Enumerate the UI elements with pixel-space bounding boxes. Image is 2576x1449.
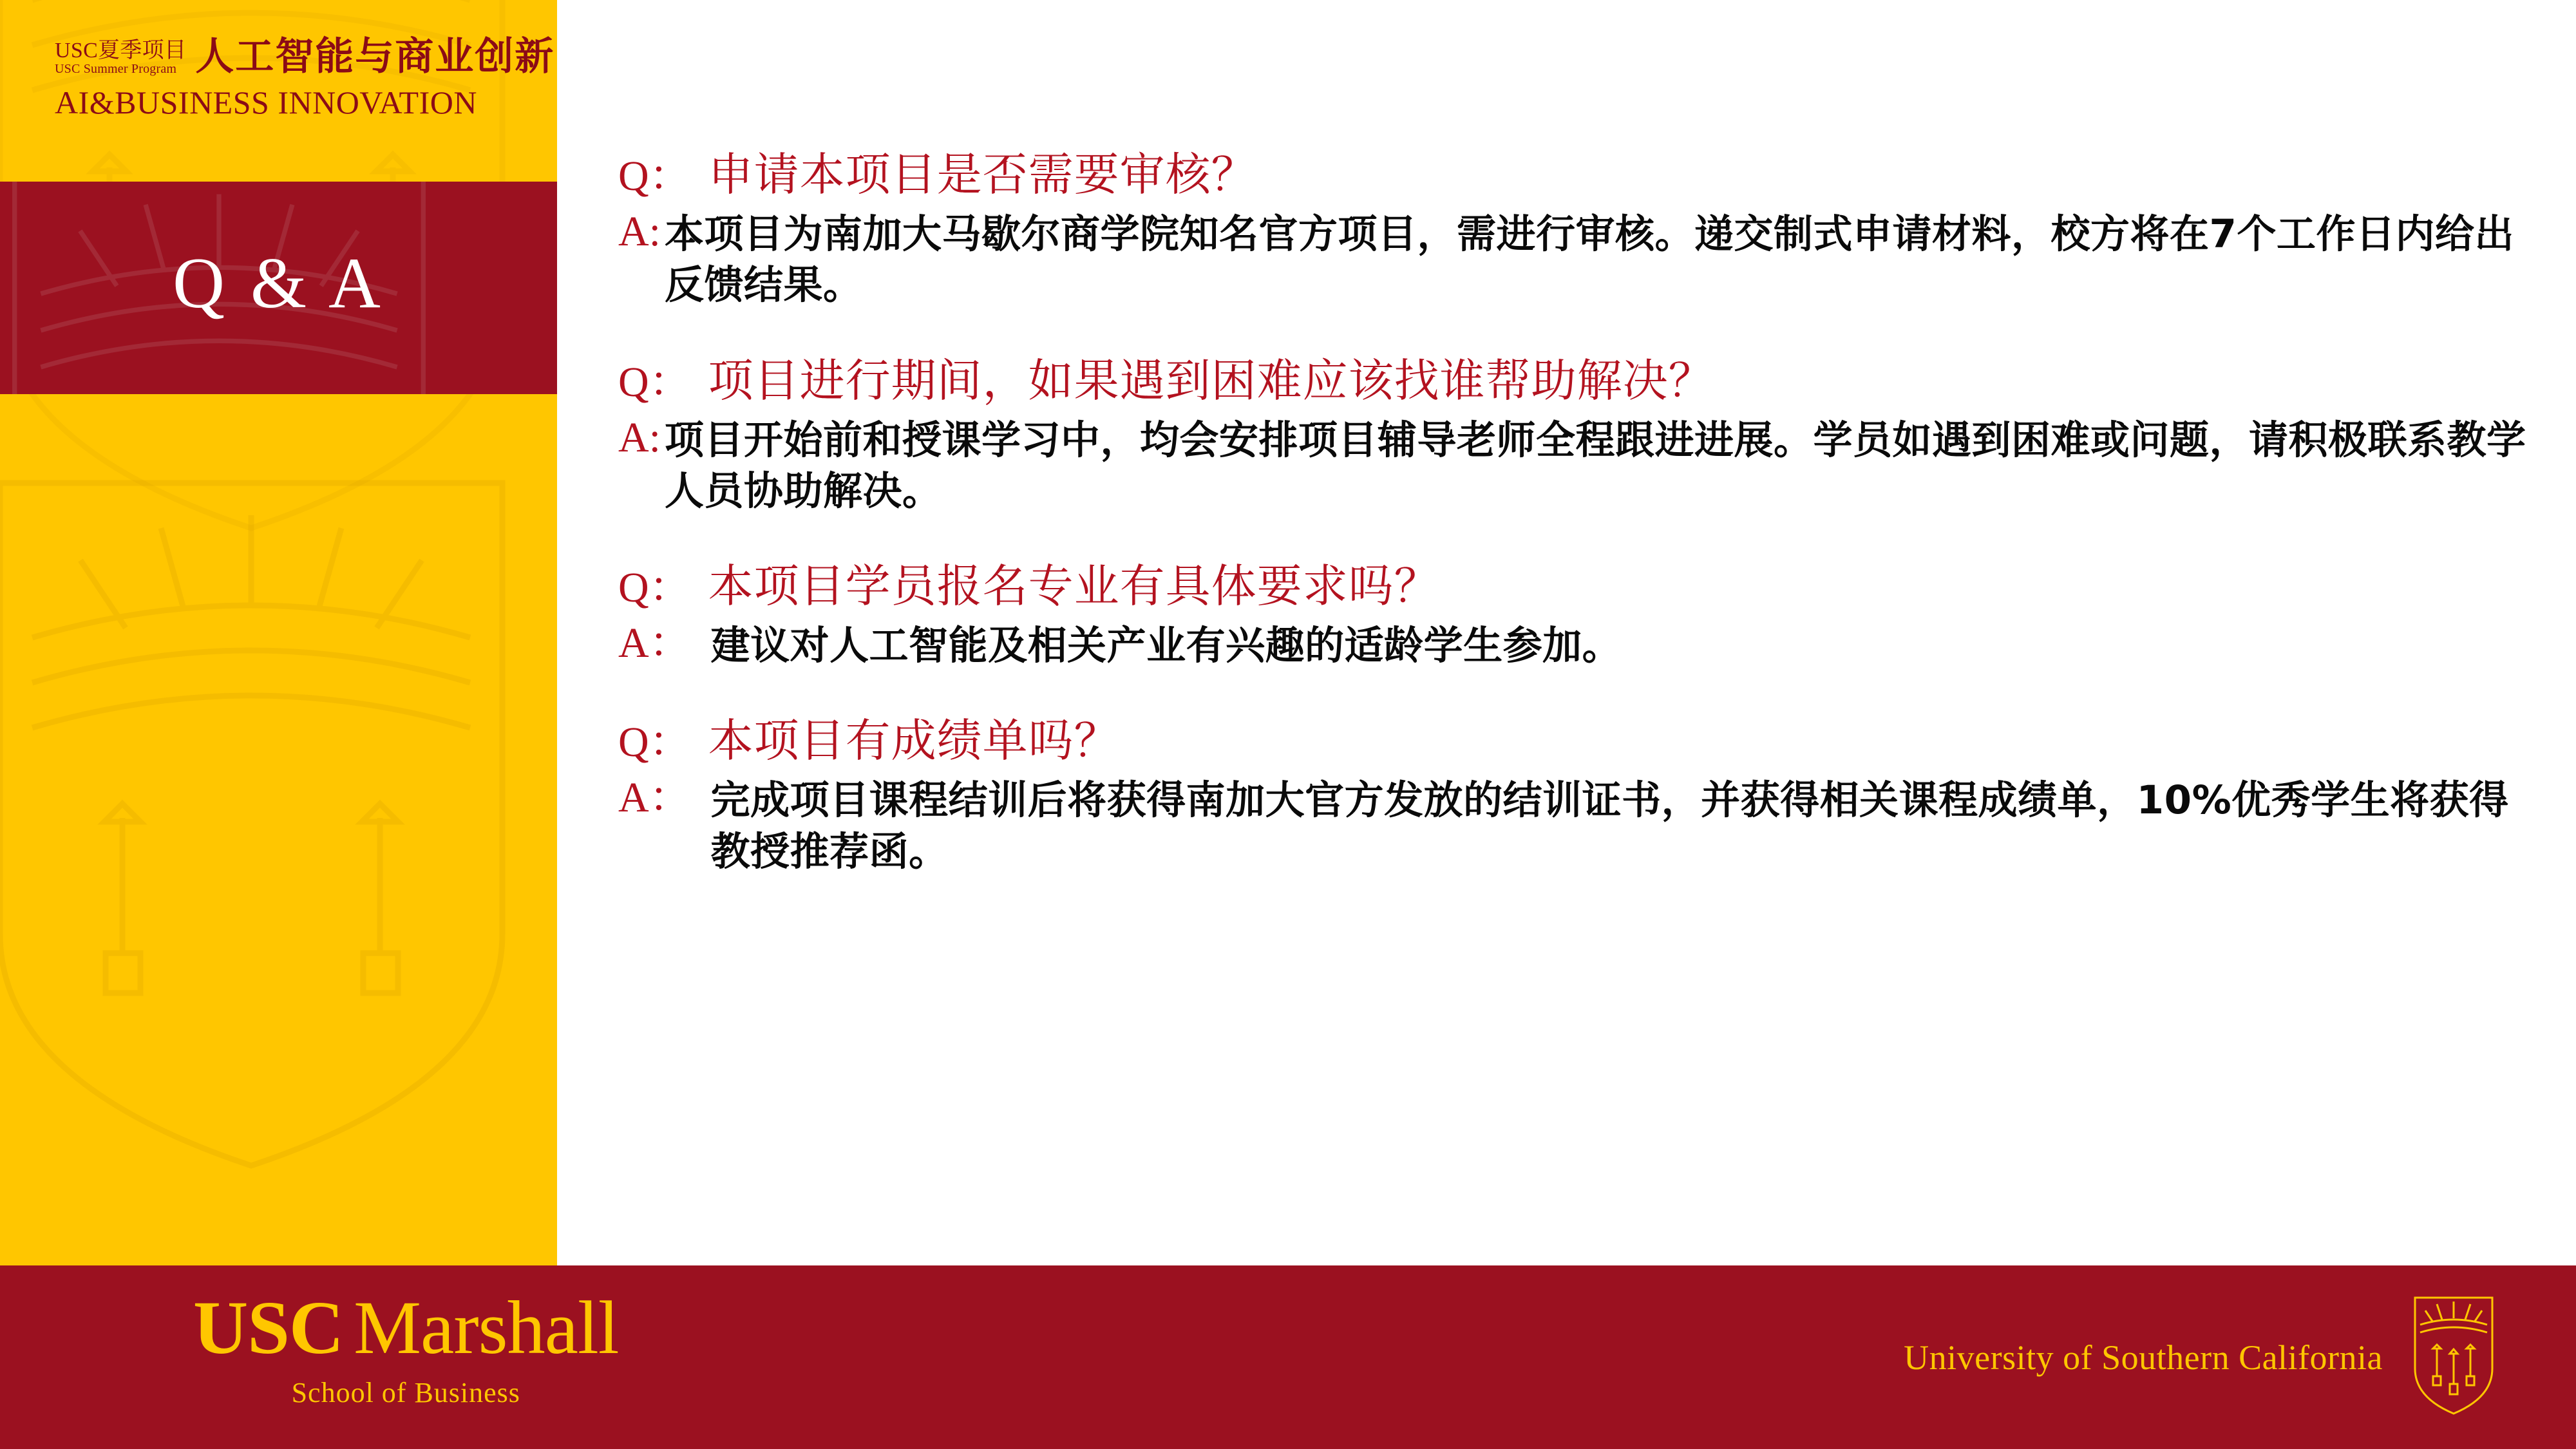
faq-item [618,705,2537,877]
program-logo-cn-title: 人工智能与商业创新 [195,34,555,79]
faq-item [618,550,2537,671]
faq-question [618,138,2537,204]
faq-answer-label: A: [618,208,661,255]
faq-question [618,345,2537,410]
faq-question-label: Q： [618,719,692,766]
school-of-business-label: School of Business [291,1377,520,1408]
faq-answer-text: 本项目为南加大马歇尔商学院知名官方项目，需进行审核。递交制式申请材料，校方将在7个工作日内给出反馈结果。 [665,211,2514,308]
faq-list [618,138,2537,877]
faq-answer-label: A： [618,774,692,822]
university-name: University of Southern California [1904,1338,2383,1377]
program-logo-en-title: AI&BUSINESS INNOVATION [55,84,477,120]
faq-question-text: 项目进行期间，如果遇到困难应该找谁帮助解决？ [708,354,1714,407]
faq-question-text: 本项目学员报名专业有具体要求吗？ [708,560,1440,613]
usc-wordmark: USC [193,1285,344,1370]
left-gold-panel [0,0,557,1265]
faq-question-label: Q： [618,358,692,406]
faq-answer [618,775,2537,877]
program-logo-line1 [55,34,555,79]
faq-question-text: 申请本项目是否需要审核？ [708,148,1257,201]
faq-answer-text: 建议对人工智能及相关产业有兴趣的适龄学生参加。 [710,623,1622,669]
faq-question-label: Q： [618,564,692,612]
faq-answer [618,415,2537,517]
usc-shield-icon [2409,1291,2499,1420]
faq-answer-text: 完成项目课程结训后将获得南加大官方发放的结训证书，并获得相关课程成绩单，10%优秀学生将获得教授推荐函。 [710,777,2509,875]
program-logo-usc-summer [55,39,186,76]
faq-question-label: Q： [618,153,692,200]
faq-answer [618,209,2537,311]
usc-marshall-logo [193,1285,619,1409]
faq-item [618,138,2537,311]
footer-bar [0,1265,2576,1449]
program-logo-en-sub: USC Summer Program [55,62,177,76]
usc-marshall-wordmark [193,1285,619,1370]
faq-answer-label: A： [618,620,692,667]
faq-question [618,550,2537,615]
faq-item [618,345,2537,517]
faq-question-text: 本项目有成绩单吗？ [708,714,1120,768]
faq-answer-text: 项目开始前和授课学习中，均会安排项目辅导老师全程跟进进展。学员如遇到困难或问题，请积极联系教学人员协助解决。 [665,417,2526,514]
program-logo [55,34,555,121]
qa-title: Q & A [173,243,384,323]
program-logo-cn-top: USC夏季项目 [55,39,187,63]
marshall-wordmark: Marshall [354,1285,619,1370]
faq-answer [618,620,2537,671]
faq-answer-label: A: [618,413,661,461]
qa-heading-bar [0,182,557,394]
faq-question [618,705,2537,770]
usc-shield-watermark-icon [0,444,541,1204]
